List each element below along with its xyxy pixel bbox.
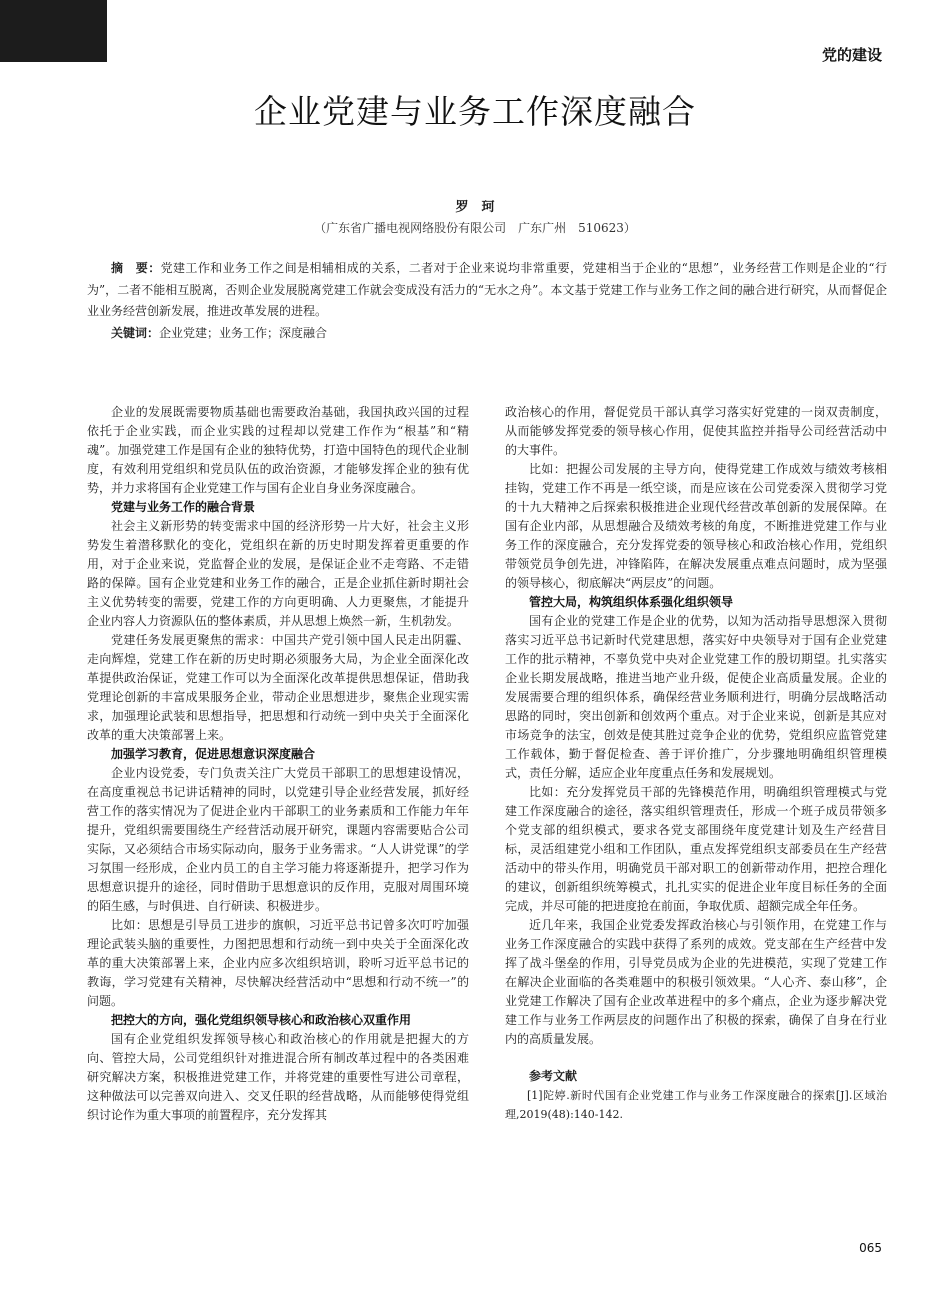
abstract: [87, 258, 887, 344]
abstract-text: 党建工作和业务工作之间是相辅相成的关系，二者对于企业来说均非常重要，党建相当于企业的“思想”，业务经营工作则是企业的“行为”，二者不能相互脱离，否则企业发展脱离党建工作就会变成没有活力的“无水之舟”。本文基于党建工作与业务工作之间的融合进行研究，从而督促企业业务经营创新发展，推进改革发展的进程。: [87, 261, 887, 318]
body-paragraph: 比如：把握公司发展的主导方向，使得党建工作成效与绩效考核相挂钩，党建工作不再是一纸空谈，而是应该在公司党委深入贯彻学习党的十九大精神之后探索积极推进企业现代经营改革创新的发展保障。在国有企业内部，从思想融合及绩效考核的角度，不断推进党建工作与业务工作的深度融合，充分发挥党委的领导核心和政治核心作用，党组织带领党员争创先进，冲锋陷阵，在解决发展重点难点问题时，成为坚强的领导核心，彻底解决“两层皮”的问题。: [505, 462, 887, 590]
body-paragraph: 近几年来，我国企业党委发挥政治核心与引领作用，在党建工作与业务工作深度融合的实践中获得了系列的成效。党支部在生产经营中发挥了战斗堡垒的作用，引导党员成为企业的先进模范，实现了党建工作在解决企业面临的各类难题中的积极引领效果。“人心齐、泰山移”，企业党建工作解决了国有企业改革进程中的多个痛点，企业为逐步解决党建工作与业务工作两层皮的问题作出了积极的探索，确保了自身在行业内的高质量发展。: [505, 918, 887, 1046]
references-heading: 参考文献: [529, 1069, 578, 1083]
section-heading: 党建与业务工作的融合背景: [111, 500, 256, 514]
abstract-label: 摘 要：: [111, 261, 161, 275]
section-heading: 把控大的方向，强化党组织领导核心和政治核心双重作用: [111, 1013, 412, 1027]
body-paragraph: 企业内设党委，专门负责关注广大党员干部职工的思想建设情况，在高度重视总书记讲话精神的同时，以党建引导企业经营发展，抓好经营工作的落实情况为了促进企业内干部职工的业务素质和工作能力年年提升，党组织需要围绕生产经营活动展开研究，课题内容需要贴合公司实际，又必须结合市场实际动向，服务于业务需求。“人人讲党课”的学习氛围一经形成，企业内员工的自主学习能力将逐渐提升，把学习作为思想意识提升的途径，同时借助于思想意识的反作用，克服对周围环境的陌生感，与时俱进、自行研读、积极进步。: [87, 766, 469, 913]
body-column-right: [505, 403, 887, 1124]
author-name: 罗 珂: [455, 200, 495, 215]
reference-item: [1]陀婷.新时代国有企业党建工作与业务工作深度融合的探索[J].区域治理,2019(48):140-142.: [505, 1089, 887, 1121]
body-paragraph: 国有企业党组织发挥领导核心和政治核心的作用就是把握大的方向、管控大局，公司党组织针对推进混合所有制改革过程中的各类困难研究解决方案，积极推进党建工作，并将党建的重要性写进公司章程，这种做法可以完善双向进入、交叉任职的经营战略，从而能够使得党组织讨论作为重大事项的前置程序，充分发挥其: [87, 1032, 469, 1122]
keywords: 企业党建；业务工作；深度融合: [159, 325, 328, 340]
body-paragraph: 企业的发展既需要物质基础也需要政治基础，我国执政兴国的过程依托于企业实践，而企业实践的过程却以党建工作作为“根基”和“精魂”。加强党建工作是国有企业的独特优势，打造中国特色的现代企业制度，有效利用党组织和党员队伍的政治资源，才能够发挥企业的独有优势，并力求将国有企业党建工作与国有企业自身业务深度融合。: [87, 405, 469, 495]
body-paragraph: 比如：思想是引导员工进步的旗帜，习近平总书记曾多次叮咛加强理论武装头脑的重要性，力图把思想和行动统一到中央关于全面深化改革的重大决策部署上来，企业内应多次组织培训，聆听习近平总书记的教诲，学习党建有关精神，尽快解决经营活动中“思想和行动不统一”的问题。: [87, 918, 469, 1008]
body-paragraph: 社会主义新形势的转变需求中国的经济形势一片大好，社会主义形势发生着潜移默化的变化，党组织在新的历史时期发挥着更重要的作用，对于企业来说，党监督企业的发展，是保证企业不走弯路、不走错路的保障。国有企业党建和业务工作的融合，正是企业抓住新时期社会主义优势转变的需要，党建工作的方向更明确、人力更聚焦，才能提升企业内容人力资源队伍的整体素质，并从思想上焕然一新，生机勃发。: [87, 519, 469, 628]
article-title: 企业党建与业务工作深度融合: [254, 92, 696, 131]
body-paragraph: 比如：充分发挥党员干部的先锋模范作用，明确组织管理模式与党建工作深度融合的途径，落实组织管理责任，形成一个班子成员带领多个党支部的组织模式，要求各党支部围绕年度党建计划及生产经营目标，灵活组建党小组和工作团队，重点发挥党组织支部委员在生产经营活动中的带头作用，明确党员干部对职工的创新带动作用，把控合理化的建议，创新组织统筹模式，扎扎实实的促进企业年度目标任务的全面完成，并尽可能的把进度抢在前面，争取优质、超额完成全年任务。: [505, 785, 887, 913]
body-paragraph: 国有企业的党建工作是企业的优势，以知为活动指导思想深入贯彻落实习近平总书记新时代党建思想，落实好中央领导对于国有企业党建工作的批示精神，不辜负党中央对企业党建工作的殷切期望。扎实落实企业长期发展战略，推进当地产业升级，促使企业高质量发展。企业的发展需要合理的组织体系，确保经营业务顺利进行，明确分层战略活动思路的同时，突出创新和创效两个重点。对于企业来说，创新是其应对市场竞争的法宝，创效是使其胜过竞争企业的优势，党组织应监管党建工作载体，勤于督促检查、善于评价推广，分步骤地明确组织管理模式，责任分解，适应企业年度重点任务和发展规划。: [505, 614, 887, 780]
body-column-left: [87, 403, 469, 1125]
section-heading: 加强学习教育，促进思想意识深度融合: [111, 747, 316, 761]
body-paragraph: 政治核心的作用，督促党员干部认真学习落实好党建的一岗双责制度，从而能够发挥党委的领导核心作用，促使其监控并指导公司经营活动中的大事件。: [505, 405, 887, 457]
section-heading: 管控大局，构筑组织体系强化组织领导: [529, 595, 734, 609]
corner-block: [0, 0, 107, 62]
body-paragraph: 党建任务发展更聚焦的需求：中国共产党引领中国人民走出阴霾、走向辉煌，党建工作在新的历史时期必须服务大局，为企业全面深化改革提供政治保证，党建工作可以为全面深化改革提供思想保证，借助我党理论创新的丰富成果服务企业，带动企业思想进步，聚焦企业现实需求，加强理论武装和思想指导，把思想和行动统一到中央关于全面深化改革的重大决策部署上来。: [87, 633, 469, 742]
section-label: 党的建设: [821, 46, 882, 64]
author-affiliation: （广东省广播电视网络股份有限公司 广东广州 510623）: [314, 221, 636, 235]
keywords-label: 关键词：: [111, 325, 160, 340]
page-number: 065: [859, 1241, 882, 1255]
